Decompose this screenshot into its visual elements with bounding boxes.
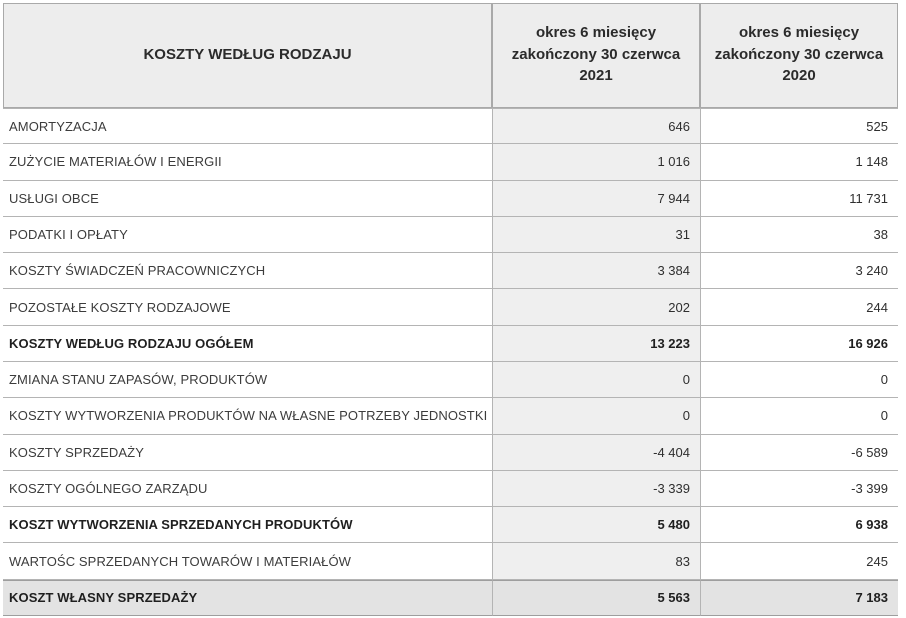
cell-value-2020: 3 240 (700, 253, 898, 289)
row-label: KOSZT WYTWORZENIA SPRZEDANYCH PRODUKTÓW (3, 507, 492, 543)
table-row (3, 217, 898, 253)
row-label: KOSZTY WEDŁUG RODZAJU OGÓŁEM (3, 326, 492, 362)
cell-value-2020: 0 (700, 398, 898, 434)
cell-value-2021: 0 (492, 362, 700, 398)
table-row (3, 108, 898, 144)
table-row (3, 580, 898, 616)
row-label: KOSZTY ŚWIADCZEŃ PRACOWNICZYCH (3, 253, 492, 289)
table-row (3, 289, 898, 325)
header-2021-line1: okres 6 miesięcy (535, 23, 657, 41)
cell-value-2020: 16 926 (700, 326, 898, 362)
cell-value-2020: 7 183 (700, 580, 898, 616)
cell-value-2021: 83 (492, 543, 700, 579)
row-label: USŁUGI OBCE (3, 181, 492, 217)
cell-value-2020: 0 (700, 362, 898, 398)
column-header-period-2021 (492, 3, 700, 108)
cell-value-2021: -4 404 (492, 435, 700, 471)
cell-value-2020: 525 (700, 108, 898, 144)
table-body (3, 108, 898, 616)
cell-value-2020: -3 399 (700, 471, 898, 507)
table-row (3, 507, 898, 543)
column-header-category: KOSZTY WEDŁUG RODZAJU (3, 3, 492, 108)
table-row (3, 471, 898, 507)
header-2020-line3: 2020 (782, 67, 816, 85)
table-row (3, 543, 898, 579)
cell-value-2021: 5 563 (492, 580, 700, 616)
column-header-period-2020 (700, 3, 898, 108)
row-label: AMORTYZACJA (3, 108, 492, 144)
row-label: KOSZTY WYTWORZENIA PRODUKTÓW NA WŁASNE POTRZEBY JEDNOSTKI (3, 398, 492, 434)
header-2020-line2: zakończony 30 czerwca (714, 45, 884, 63)
row-label: KOSZTY SPRZEDAŻY (3, 435, 492, 471)
row-label: PODATKI I OPŁATY (3, 217, 492, 253)
row-label: ZUŻYCIE MATERIAŁÓW I ENERGII (3, 144, 492, 180)
cell-value-2020: 244 (700, 289, 898, 325)
row-label: KOSZTY OGÓLNEGO ZARZĄDU (3, 471, 492, 507)
cell-value-2021: 646 (492, 108, 700, 144)
header-2021-line3: 2021 (579, 67, 613, 85)
cell-value-2020: 6 938 (700, 507, 898, 543)
costs-by-type-table (3, 3, 898, 616)
cell-value-2020: 245 (700, 543, 898, 579)
cell-value-2021: 1 016 (492, 144, 700, 180)
row-label: ZMIANA STANU ZAPASÓW, PRODUKTÓW (3, 362, 492, 398)
cell-value-2021: 0 (492, 398, 700, 434)
cell-value-2021: 202 (492, 289, 700, 325)
cell-value-2020: -6 589 (700, 435, 898, 471)
cell-value-2021: 3 384 (492, 253, 700, 289)
table-row (3, 435, 898, 471)
table-row (3, 253, 898, 289)
header-row (3, 3, 898, 108)
header-2020-line1: okres 6 miesięcy (738, 23, 860, 41)
cell-value-2021: 5 480 (492, 507, 700, 543)
table-row (3, 181, 898, 217)
cell-value-2020: 11 731 (700, 181, 898, 217)
cell-value-2021: 7 944 (492, 181, 700, 217)
row-label: KOSZT WŁASNY SPRZEDAŻY (3, 580, 492, 616)
cell-value-2021: -3 339 (492, 471, 700, 507)
cell-value-2021: 31 (492, 217, 700, 253)
table-row (3, 144, 898, 180)
table-header (3, 3, 898, 108)
row-label: WARTOŚC SPRZEDANYCH TOWARÓW I MATERIAŁÓW (3, 543, 492, 579)
header-2021-line2: zakończony 30 czerwca (511, 45, 681, 63)
cell-value-2021: 13 223 (492, 326, 700, 362)
table-row (3, 398, 898, 434)
table-row (3, 326, 898, 362)
row-label: POZOSTAŁE KOSZTY RODZAJOWE (3, 289, 492, 325)
table-row (3, 362, 898, 398)
cell-value-2020: 38 (700, 217, 898, 253)
cell-value-2020: 1 148 (700, 144, 898, 180)
